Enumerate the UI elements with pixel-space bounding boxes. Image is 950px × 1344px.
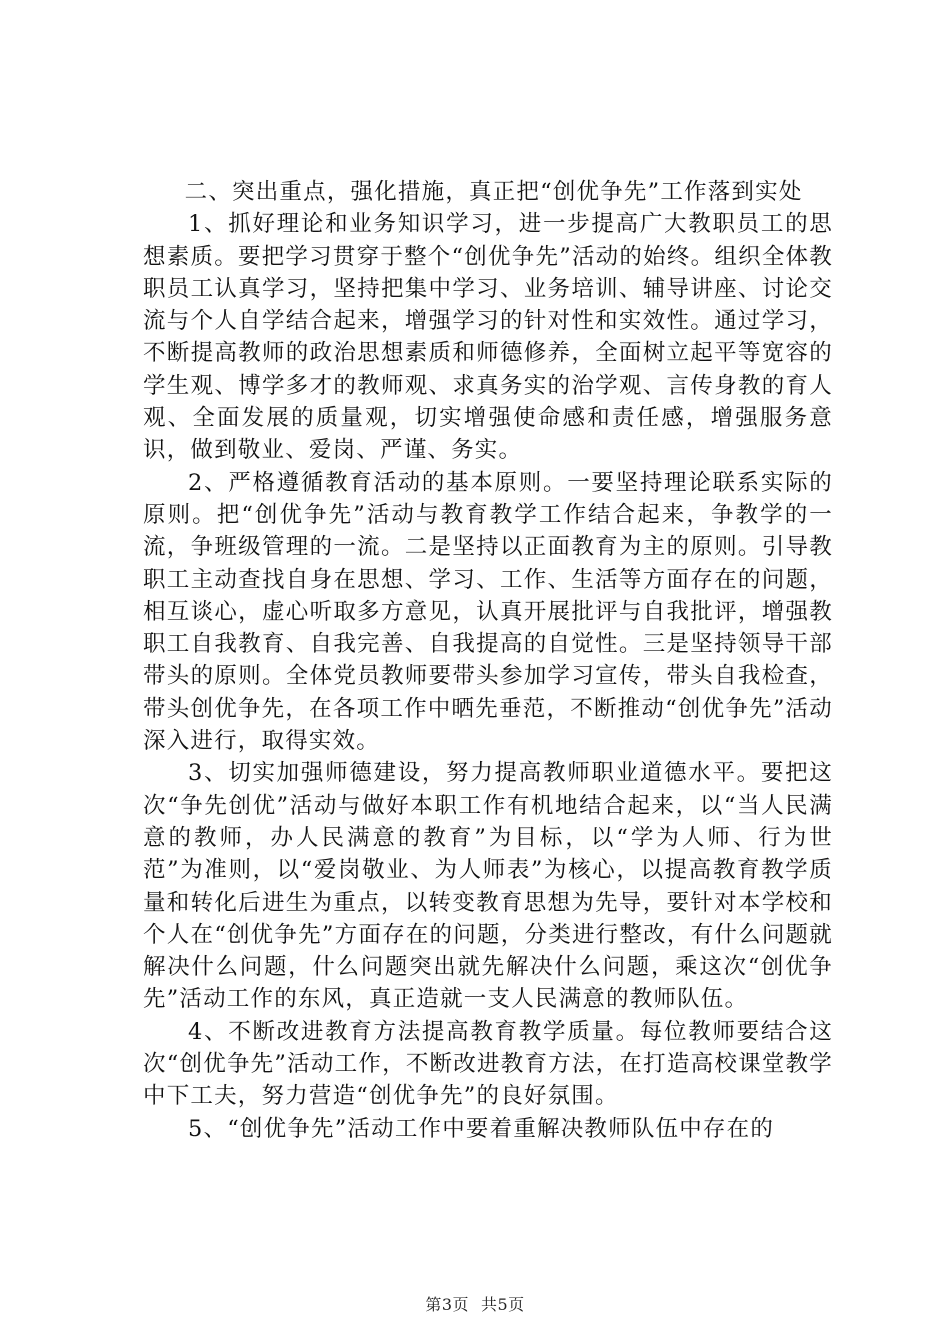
page-number: 第3页 — [425, 1295, 469, 1314]
paragraph-1: 1、抓好理论和业务知识学习，进一步提高广大教职员工的思想素质。要把学习贯穿于整个“创优争先”活动的始终。组织全体教职员工认真学习，坚持把集中学习、业务培训、辅导讲座、讨论交流与个人自学结合起来，增强学习的针对性和实效性。通过学习，不断提高教师的政治思想素质和师德修养，全面树立起平等宽容的学生观、博学多才的教师观、求真务实的治学观、言传身教的育人观、全面发展的质量观，切实增强使命感和责任感，增强服务意识，做到敬业、爱岗、严谨、务实。 — [143, 211, 833, 464]
paragraph-2: 2、严格遵循教育活动的基本原则。一要坚持理论联系实际的原则。把“创优争先”活动与教育教学工作结合起来，争教学的一流，争班级管理的一流。二是坚持以正面教育为主的原则。引导教职工主动查找自身在思想、学习、工作、生活等方面存在的问题，相互谈心，虚心听取多方意见，认真开展批评与自我批评，增强教职工自我教育、自我完善、自我提高的自觉性。三是坚持领导干部带头的原则。全体党员教师要带头参加学习宣传，带头自我检查，带头创优争先，在各项工作中晒先垂范，不断推动“创优争先”活动深入进行，取得实效。 — [143, 469, 833, 755]
page-footer — [0, 1292, 950, 1315]
page-total: 共5页 — [481, 1295, 525, 1314]
paragraph-3: 3、切实加强师德建设，努力提高教师职业道德水平。要把这次“争先创优”活动与做好本职工作有机地结合起来，以“当人民满意的教师，办人民满意的教育”为目标，以“学为人师、行为世范”为准则，以“爱岗敬业、为人师表”为核心，以提高教育教学质量和转化后进生为重点，以转变教育思想为先导，要针对本学校和个人在“创优争先”方面存在的问题，分类进行整改，有什么问题就解决什么问题，什么问题突出就先解决什么问题，乘这次“创优争先”活动工作的东风，真正造就一支人民满意的教师队伍。 — [143, 760, 833, 1013]
paragraph-5: 5、“创优争先”活动工作中要着重解决教师队伍中存在的 — [188, 1115, 775, 1142]
document-body — [143, 176, 833, 1145]
paragraph-4: 4、不断改进教育方法提高教育教学质量。每位教师要结合这次“创优争先”活动工作，不断改进教育方法，在打造高校课堂教学中下工夫，努力营造“创优争先”的良好氛围。 — [143, 1018, 833, 1110]
section-heading: 二、突出重点，强化措施，真正把“创优争先”工作落到实处 — [184, 179, 803, 205]
